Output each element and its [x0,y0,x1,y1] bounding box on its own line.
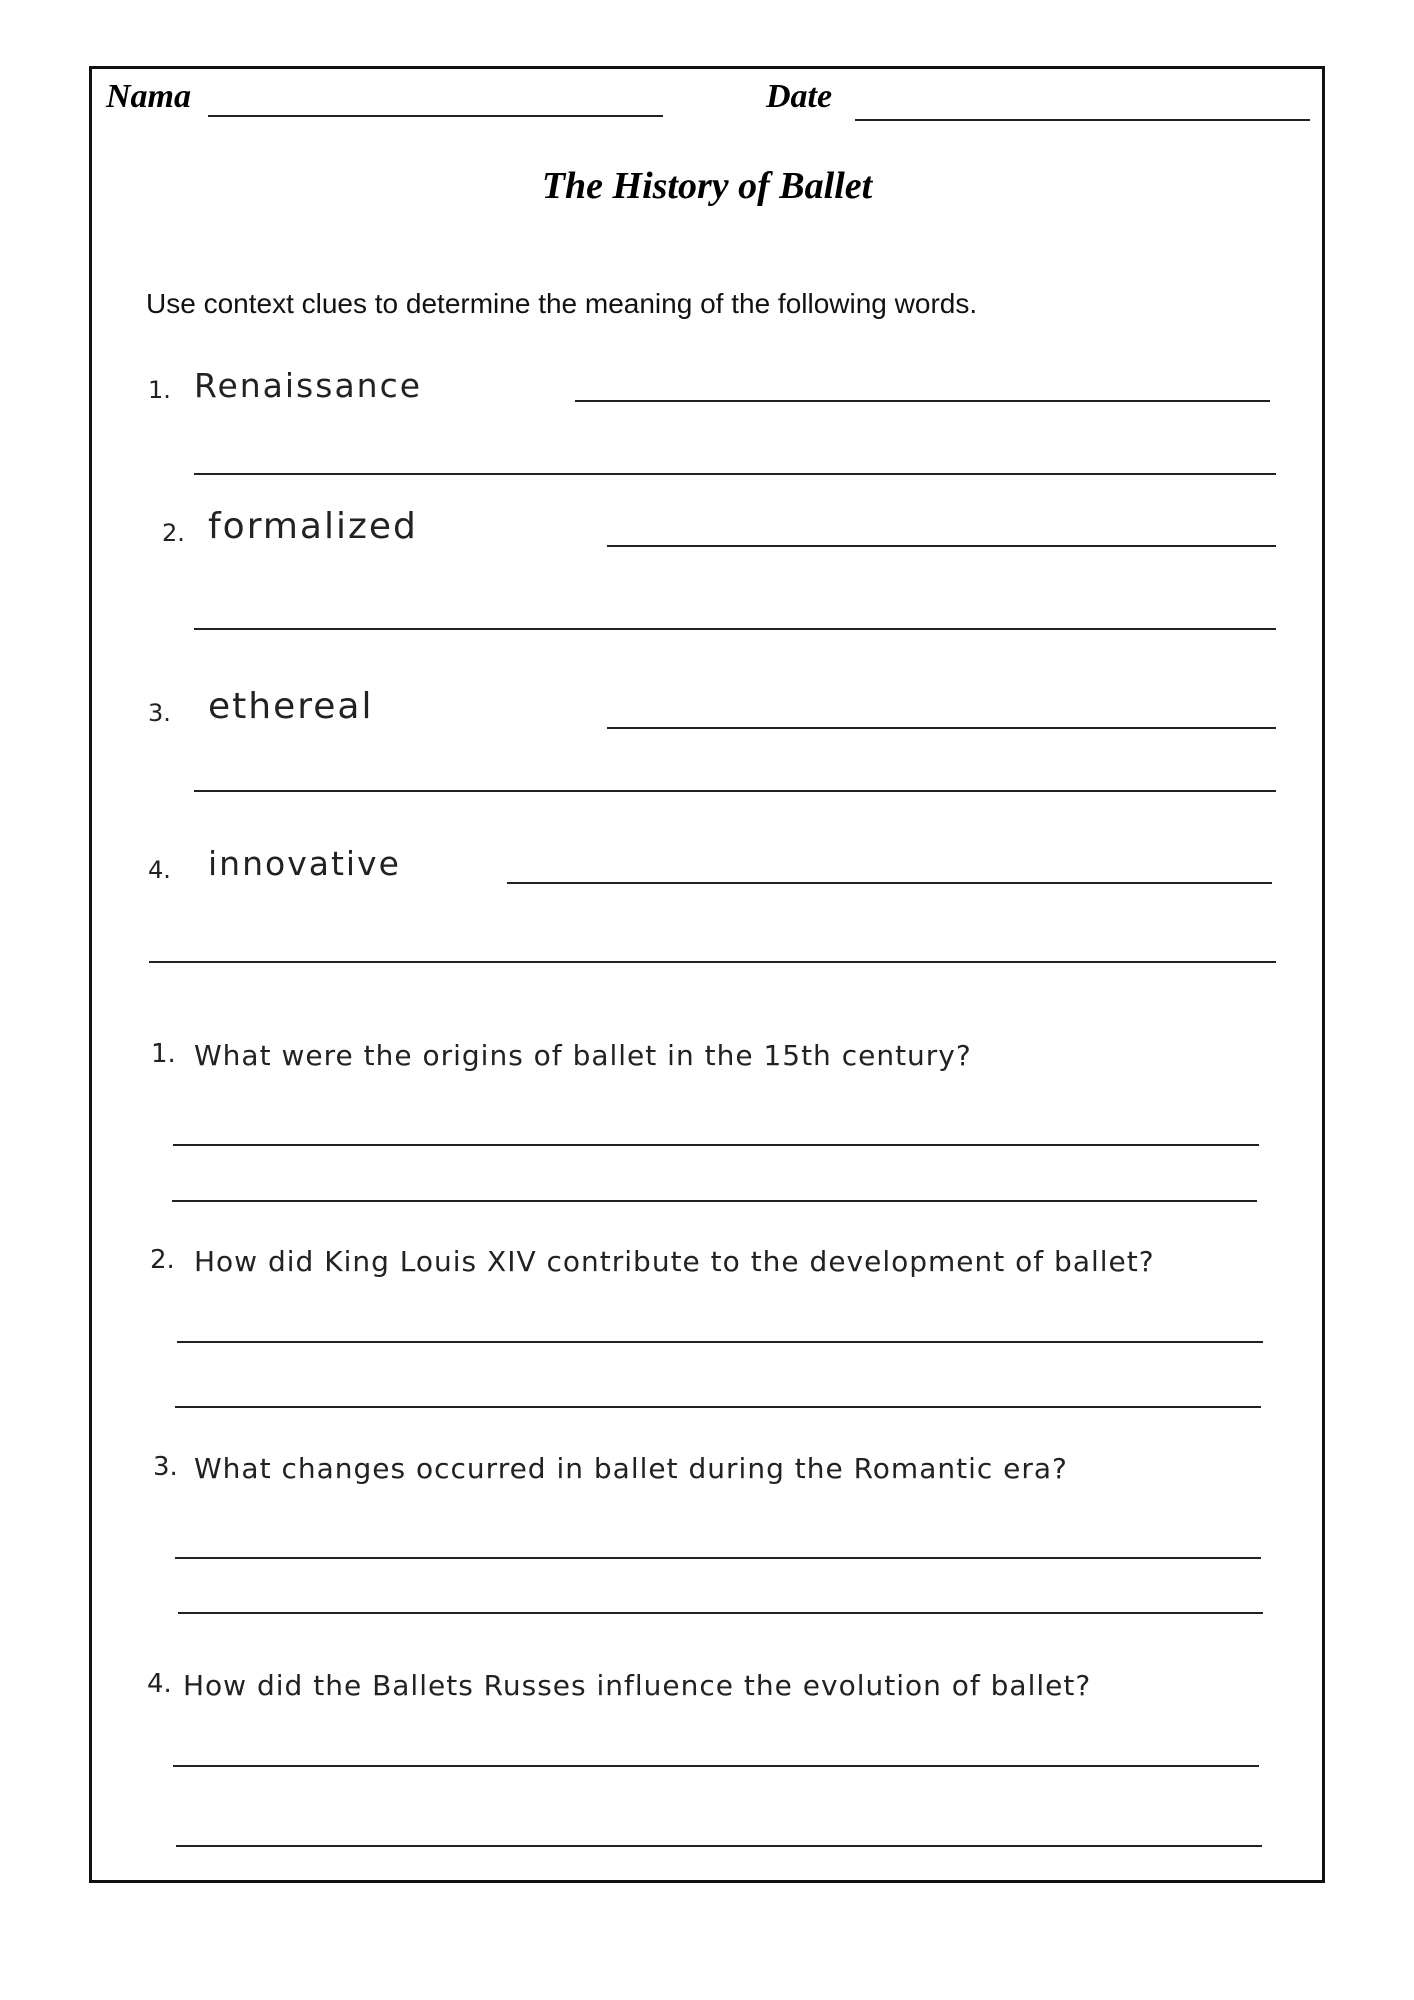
answer-line[interactable] [175,1406,1261,1408]
definition-line[interactable] [607,727,1276,729]
definition-line[interactable] [607,545,1276,547]
answer-line[interactable] [176,1845,1262,1847]
worksheet-border [89,66,1325,1883]
definition-line[interactable] [194,473,1276,475]
question-text: How did the Ballets Russes influence the evolution of ballet? [183,1669,1092,1702]
definition-line[interactable] [507,882,1272,884]
answer-line[interactable] [178,1612,1263,1614]
date-label: Date [766,78,833,115]
question-text: What changes occurred in ballet during the Romantic era? [194,1452,1068,1485]
instructions-text: Use context clues to determine the meaning of the following words. [146,288,978,319]
name-label: Nama [106,78,191,115]
vocab-number: 2. [162,519,185,547]
name-field[interactable] [208,115,663,117]
vocab-number: 4. [148,856,171,884]
vocab-number: 3. [148,699,171,727]
vocab-word: formalized [208,506,418,547]
question-text: What were the origins of ballet in the 15th century? [194,1039,972,1072]
definition-line[interactable] [194,628,1276,630]
question-number: 3. [153,1452,178,1482]
definition-line[interactable] [194,790,1276,792]
answer-line[interactable] [173,1765,1259,1767]
vocab-word: innovative [208,844,401,883]
question-number: 1. [151,1039,176,1069]
date-field[interactable] [855,119,1310,121]
worksheet-title: The History of Ballet [541,165,873,207]
vocab-number: 1. [148,376,171,404]
question-number: 2. [150,1245,175,1275]
answer-line[interactable] [177,1341,1263,1343]
answer-line[interactable] [173,1144,1259,1146]
vocab-word: Renaissance [194,366,423,405]
definition-line[interactable] [149,961,1276,963]
definition-line[interactable] [575,400,1270,402]
vocab-word: ethereal [208,686,374,727]
question-number: 4. [147,1669,172,1699]
answer-line[interactable] [172,1200,1257,1202]
question-text: How did King Louis XIV contribute to the development of ballet? [194,1245,1155,1278]
answer-line[interactable] [175,1557,1261,1559]
